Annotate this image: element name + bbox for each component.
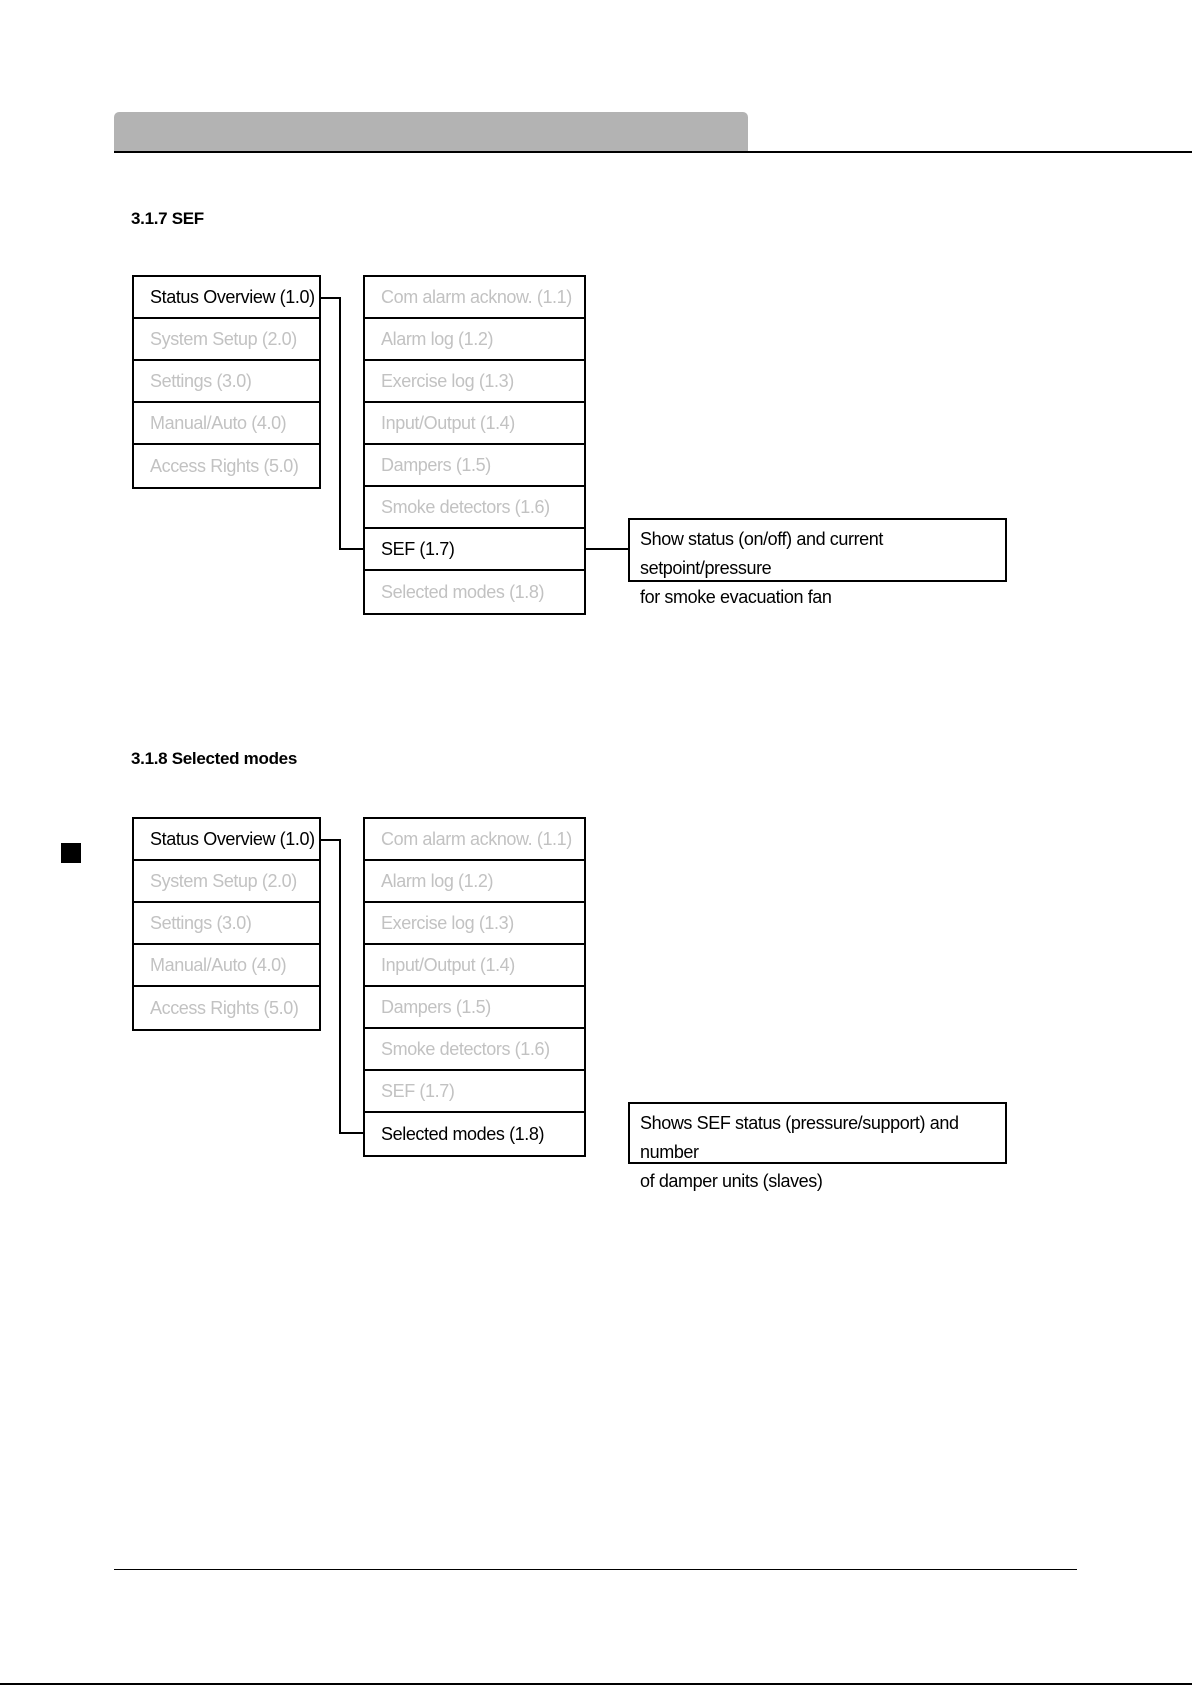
main-menu-item-access-rights[interactable]: Access Rights (5.0) bbox=[150, 997, 299, 1018]
sub-menu-item-input-output[interactable]: Input/Output (1.4) bbox=[365, 945, 584, 987]
footer-rule bbox=[114, 1569, 1077, 1570]
sub-menu-item-sef[interactable]: SEF (1.7) bbox=[365, 529, 584, 571]
main-menu-item-access-rights[interactable]: Access Rights (5.0) bbox=[150, 455, 299, 476]
main-menu-item-settings[interactable]: Settings (3.0) bbox=[134, 903, 319, 945]
connector-main-to-sef bbox=[321, 298, 363, 549]
callout-line: Shows SEF status (pressure/support) and number bbox=[640, 1113, 959, 1162]
callout-line: of damper units (slaves) bbox=[640, 1171, 823, 1191]
sub-menu-item-smoke-detectors[interactable]: Smoke detectors (1.6) bbox=[365, 1029, 584, 1071]
sub-menu-item-sef[interactable]: SEF (1.7) bbox=[365, 1071, 584, 1113]
sub-menu-item-selected-modes[interactable]: Selected modes (1.8) bbox=[381, 1123, 545, 1144]
main-menu-item-system-setup[interactable]: System Setup (2.0) bbox=[134, 861, 319, 903]
sub-menu-item-input-output[interactable]: Input/Output (1.4) bbox=[365, 403, 584, 445]
main-menu-item-system-setup[interactable]: System Setup (2.0) bbox=[134, 319, 319, 361]
section-title-selected-modes: 3.1.8 Selected modes bbox=[131, 749, 297, 768]
sub-menu-item-smoke-detectors[interactable]: Smoke detectors (1.6) bbox=[365, 487, 584, 529]
sub-menu-item-exercise-log[interactable]: Exercise log (1.3) bbox=[365, 903, 584, 945]
callout-selected-modes bbox=[628, 1102, 1007, 1191]
sub-menu-item-dampers[interactable]: Dampers (1.5) bbox=[365, 987, 584, 1029]
sub-menu-item-alarm-log[interactable]: Alarm log (1.2) bbox=[365, 861, 584, 903]
main-menu-item-status-overview[interactable]: Status Overview (1.0) bbox=[134, 819, 319, 861]
sub-menu bbox=[363, 817, 586, 1157]
header-tab bbox=[114, 112, 748, 152]
sub-menu-item-com-alarm[interactable]: Com alarm acknow. (1.1) bbox=[365, 277, 584, 319]
connector-main-to-selected-modes bbox=[321, 840, 363, 1133]
main-menu bbox=[132, 275, 321, 489]
sub-menu-item-selected-modes[interactable]: Selected modes (1.8) bbox=[381, 581, 545, 602]
sub-menu-item-exercise-log[interactable]: Exercise log (1.3) bbox=[365, 361, 584, 403]
sub-menu bbox=[363, 275, 586, 615]
callout-line: for smoke evacuation fan bbox=[640, 587, 832, 607]
main-menu-item-manual-auto[interactable]: Manual/Auto (4.0) bbox=[134, 403, 319, 445]
main-menu-item-manual-auto[interactable]: Manual/Auto (4.0) bbox=[134, 945, 319, 987]
header-rule bbox=[114, 151, 1192, 153]
main-menu bbox=[132, 817, 321, 1031]
sub-menu-item-dampers[interactable]: Dampers (1.5) bbox=[365, 445, 584, 487]
sub-menu-item-alarm-log[interactable]: Alarm log (1.2) bbox=[365, 319, 584, 361]
main-menu-item-settings[interactable]: Settings (3.0) bbox=[134, 361, 319, 403]
sub-menu-item-com-alarm[interactable]: Com alarm acknow. (1.1) bbox=[365, 819, 584, 861]
section-title-sef: 3.1.7 SEF bbox=[131, 209, 204, 228]
callout-line: Show status (on/off) and current setpoint/pressure bbox=[640, 529, 884, 578]
main-menu-item-status-overview[interactable]: Status Overview (1.0) bbox=[134, 277, 319, 319]
side-marker bbox=[61, 843, 81, 863]
callout-sef bbox=[628, 518, 1007, 607]
